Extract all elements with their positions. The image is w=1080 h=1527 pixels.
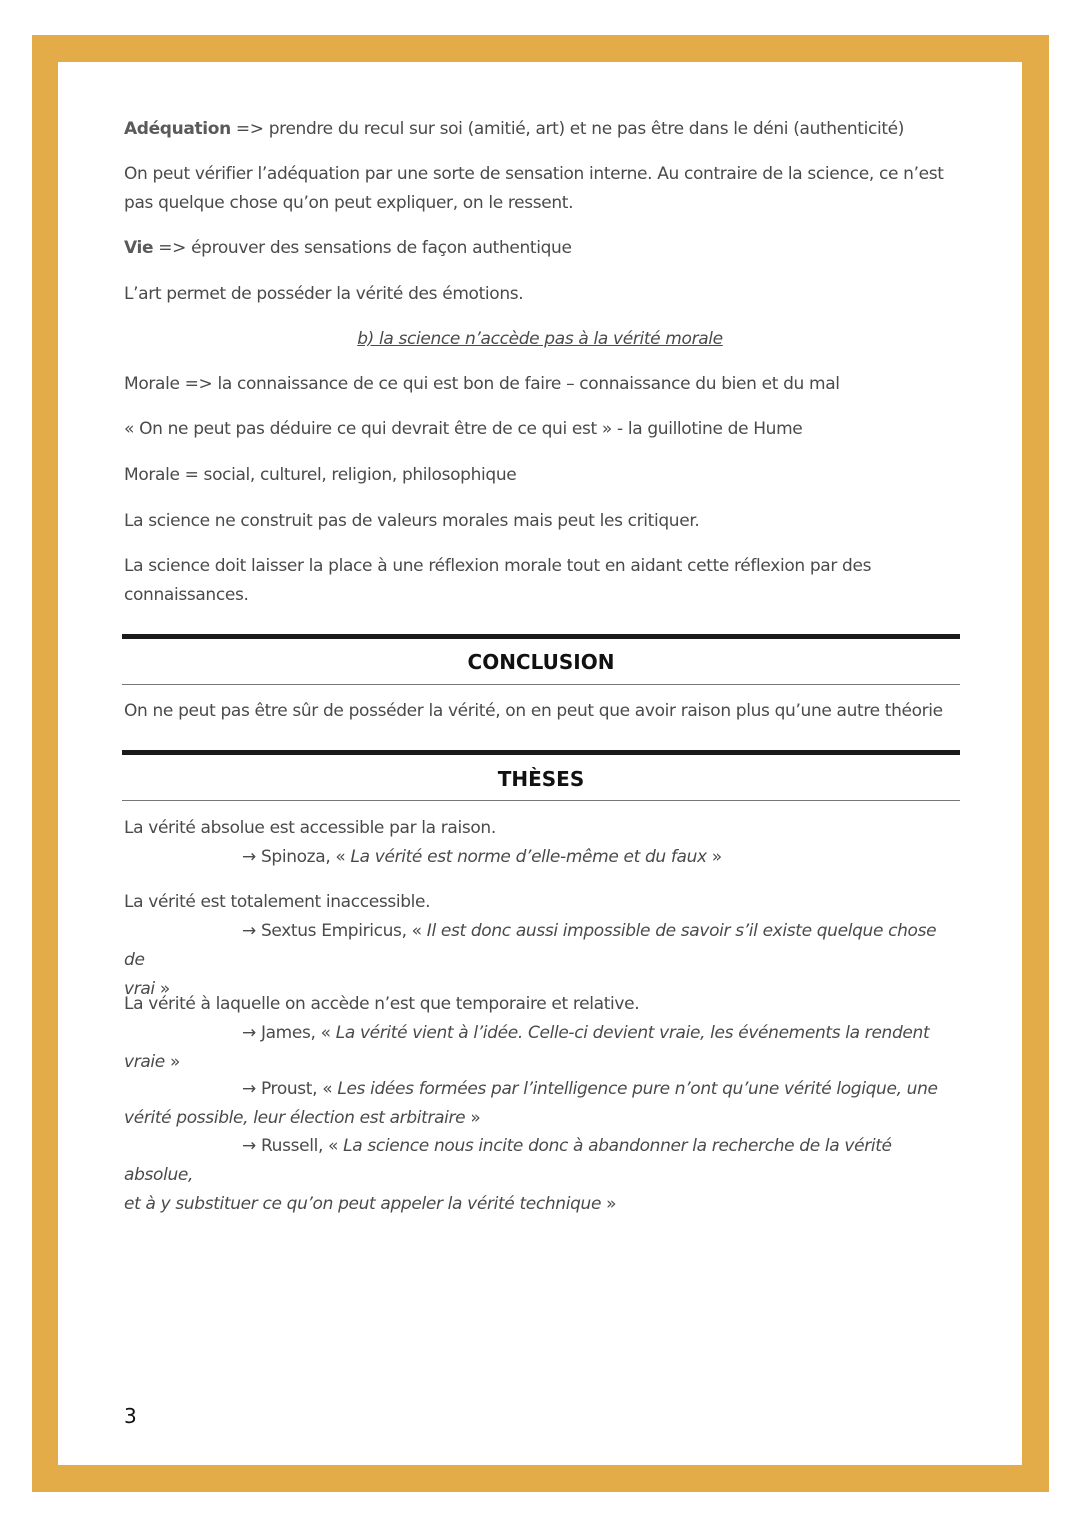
heading-top-rule <box>122 750 960 755</box>
author: → Russell, « <box>242 1136 344 1156</box>
quote-end: » <box>154 979 170 999</box>
paragraph-text: => prendre du recul sur soi (amitié, art) et ne pas être dans le déni (authenticité) <box>230 119 905 139</box>
these-3-james <box>124 1019 960 1077</box>
these-1-spinoza <box>124 843 960 872</box>
paragraph-verification: On peut vérifier l’adéquation par une sorte de sensation interne. Au contraire de la science, ce n’est pas quelque chose qu’on peut expliquer, on le ressent. <box>124 164 944 213</box>
quote-end: » <box>706 847 722 867</box>
quote-end: » <box>164 1052 181 1072</box>
author: → Sextus Empiricus, « <box>242 921 427 941</box>
quote: La vérité vient à l’idée. Celle-ci devient vraie, les événements la rendent <box>335 1023 930 1043</box>
these-3-proust <box>124 1075 960 1133</box>
page-sheet <box>58 62 1022 1465</box>
conclusion-heading: CONCLUSION <box>467 650 615 674</box>
theses-heading: THÈSES <box>497 767 585 791</box>
term-adequation: Adéquation <box>124 119 231 139</box>
quote: vrai <box>124 979 155 999</box>
quote: Les idées formées par l’intelligence pure n’ont qu’une vérité logique, une <box>337 1079 938 1099</box>
these-1: La vérité absolue est accessible par la raison. <box>124 818 496 838</box>
paragraph-morale-def: Morale => la connaissance de ce qui est bon de faire – connaissance du bien et du mal <box>124 374 840 394</box>
paragraph-text: => éprouver des sensations de façon authentique <box>153 238 572 258</box>
quote: et à y substituer ce qu’on peut appeler la vérité technique <box>124 1194 602 1214</box>
these-3: La vérité à laquelle on accède n’est que temporaire et relative. <box>124 994 640 1014</box>
page-number: 3 <box>124 1404 137 1428</box>
quote: vraie <box>124 1052 165 1072</box>
heading-bottom-rule <box>122 800 960 801</box>
term-vie: Vie <box>124 238 154 258</box>
quote: vérité possible, leur élection est arbitraire <box>124 1108 466 1128</box>
paragraph-morale-types: Morale = social, culturel, religion, philosophique <box>124 465 517 485</box>
these-2: La vérité est totalement inaccessible. <box>124 892 431 912</box>
these-3-russell <box>124 1132 960 1219</box>
author: → Spinoza, « <box>242 847 351 867</box>
paragraph-science-reflexion: La science doit laisser la place à une réflexion morale tout en aidant cette réflexion par des connaissances. <box>124 556 872 605</box>
paragraph-vie <box>124 234 964 263</box>
paragraph-art: L’art permet de posséder la vérité des émotions. <box>124 284 524 304</box>
quote-end: » <box>601 1194 617 1214</box>
quote: La vérité est norme d’elle-même et du faux <box>350 847 707 867</box>
paragraph-science-values: La science ne construit pas de valeurs morales mais peut les critiquer. <box>124 511 700 531</box>
author: → James, « <box>242 1023 336 1043</box>
section-subtitle: b) la science n’accède pas à la vérité morale <box>357 329 723 349</box>
conclusion-text: On ne peut pas être sûr de posséder la vérité, on en peut que avoir raison plus qu’une autre théorie <box>124 701 943 721</box>
heading-top-rule <box>122 634 960 639</box>
paragraph-hume: « On ne peut pas déduire ce qui devrait être de ce qui est » - la guillotine de Hume <box>124 419 803 439</box>
heading-bottom-rule <box>122 684 960 685</box>
quote-end: » <box>465 1108 481 1128</box>
paragraph-adequation <box>124 115 964 144</box>
author: → Proust, « <box>242 1079 338 1099</box>
quote: La science nous incite donc à abandonner la recherche de la vérité absolue, <box>124 1136 892 1185</box>
quote: Il est donc aussi impossible de savoir s’il existe quelque chose de <box>124 921 937 970</box>
